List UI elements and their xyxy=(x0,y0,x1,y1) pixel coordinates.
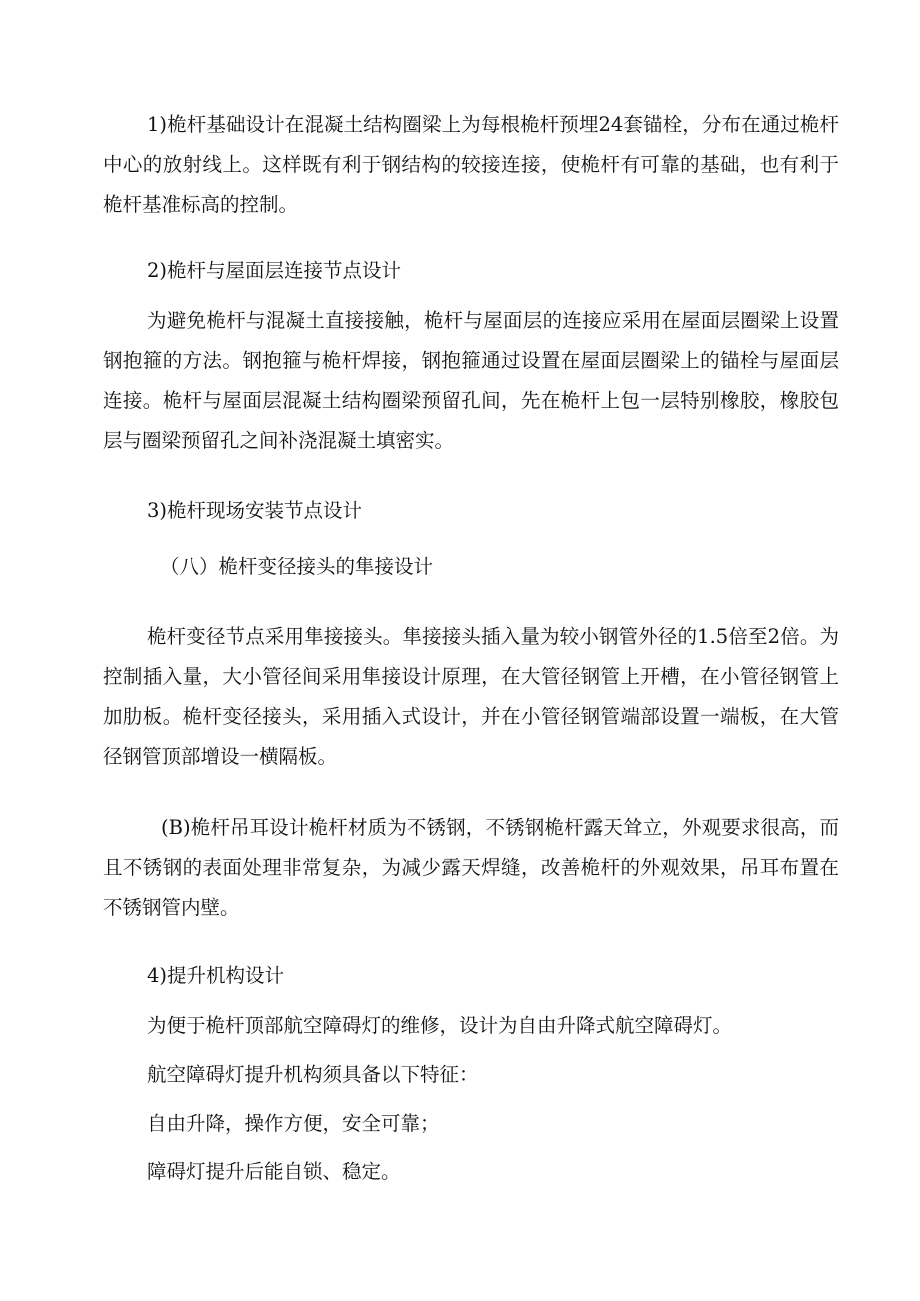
heading-roof-connection: 2)桅杆与屋面层连接节点设计 xyxy=(147,259,402,282)
paragraph-roof-connection: 为避免桅杆与混凝土直接接触，桅杆与屋面层的连接应采用在屋面层圈梁上设置钢抱箍的方法。钢抱箍与桅杆焊接，钢抱箍通过设置在屋面层圈梁上的锚栓与屋面层连接。桅杆与屋面层混凝土结构圈梁预留孔间，先在桅杆上包一层特别橡胶，橡胶包层与圈梁预留孔之间补浇混凝土填密实。 xyxy=(103,309,839,452)
paragraph-obstruction-light: 为便于桅杆顶部航空障碍灯的维修，设计为自由升降式航空障碍灯。 xyxy=(147,1014,733,1037)
heading-reducer-joint: （八）桅杆变径接头的隼接设计 xyxy=(160,555,434,578)
paragraph-mechanism-features: 航空障碍灯提升机构须具备以下特征： xyxy=(147,1063,479,1086)
heading-lifting-mechanism: 4)提升机构设计 xyxy=(147,964,285,987)
paragraph-lifting-lug: (B)桅杆吊耳设计桅杆材质为不锈钢，不锈钢桅杆露天耸立，外观要求很高，而且不锈钢的表面处理非常复杂，为减少露天焊缝，改善桅杆的外观效果，吊耳布置在不锈钢管内壁。 xyxy=(103,816,839,919)
list-item-free-lifting: 自由升降，操作方便，安全可靠； xyxy=(147,1112,440,1135)
paragraph-mast-foundation: 1)桅杆基础设计在混凝土结构圈梁上为每根桅杆预埋24套锚栓，分布在通过桅杆中心的放射线上。这样既有利于钢结构的较接连接，使桅杆有可靠的基础，也有利于桅杆基准标高的控制。 xyxy=(103,113,839,216)
heading-site-installation: 3)桅杆现场安装节点设计 xyxy=(147,499,363,522)
paragraph-reducer-joint: 桅杆变径节点采用隼接接头。隼接接头插入量为较小钢管外径的1.5倍至2倍。为控制插入量，大小管径间采用隼接设计原理，在大管径钢管上开槽，在小管径钢管上加肋板。桅杆变径接头，采用插入式设计，并在小管径钢管端部设置一端板，在大管径钢管顶部增设一横隔板。 xyxy=(103,625,839,768)
list-item-self-locking: 障碍灯提升后能自锁、稳定。 xyxy=(147,1160,401,1183)
